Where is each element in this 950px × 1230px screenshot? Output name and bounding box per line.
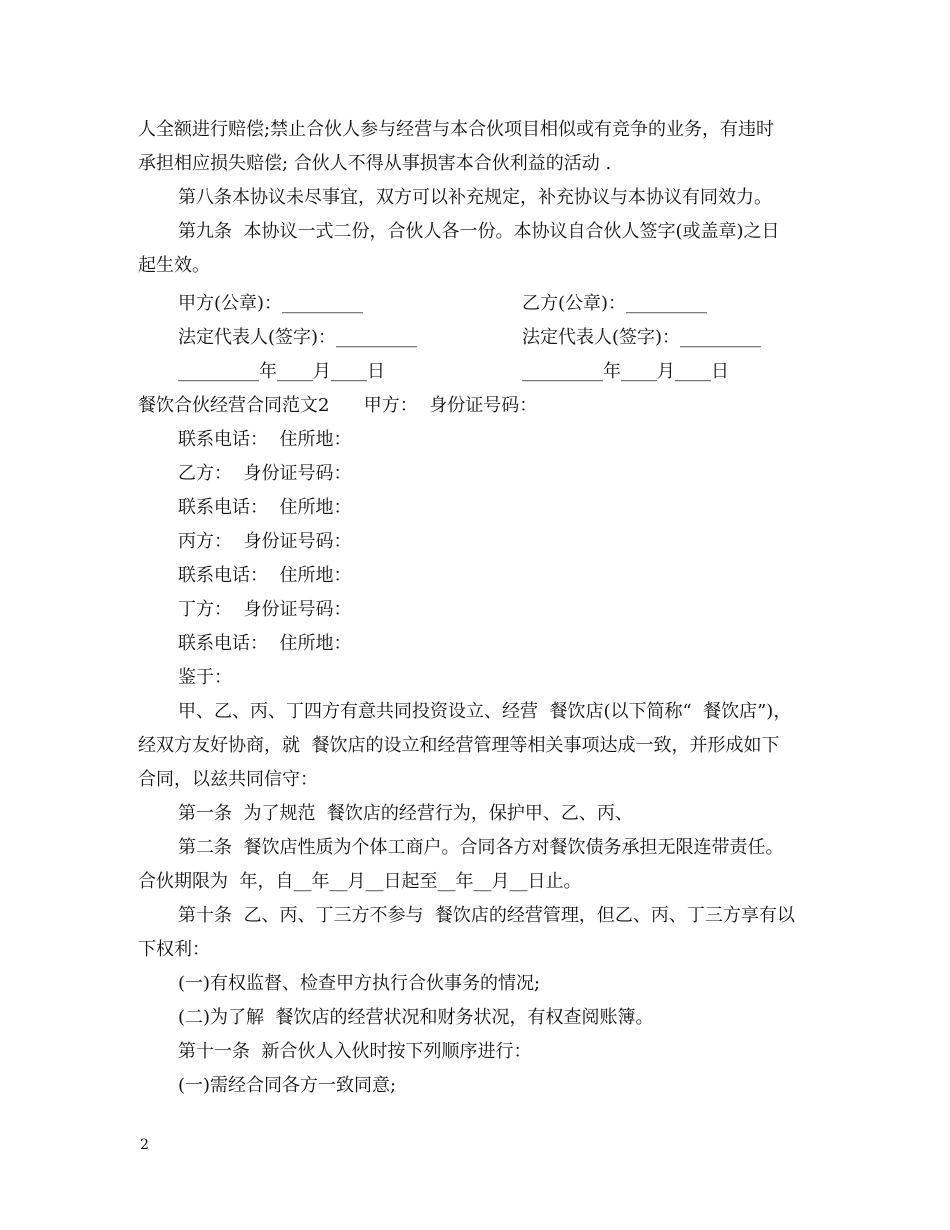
- article-1: 第一条 为了规范 餐饮店的经营行为，保护甲、乙、丙、: [178, 803, 633, 824]
- party-line: 丁方： 身份证号码：: [178, 599, 352, 620]
- text-line: 承担相应损失赔偿; 合伙人不得从事损害本合伙利益的活动 .: [138, 153, 612, 174]
- party-line: 乙方： 身份证号码：: [178, 463, 352, 484]
- text-line: 甲、乙、丙、丁四方有意共同投资设立、经营 餐饮店(以下简称“ 餐饮店”)，: [178, 701, 792, 722]
- party-b-seal: 乙方(公章)：_________: [522, 293, 708, 314]
- party-a-seal: 甲方(公章)：_________: [178, 293, 364, 314]
- list-item: (一)需经合同各方一致同意;: [178, 1075, 397, 1096]
- contact-line: 联系电话： 住所地：: [178, 633, 352, 654]
- party-a-representative: 法定代表人(签字)：_________: [178, 327, 418, 348]
- list-item: (一)有权监督、检查甲方执行合伙事务的情况;: [178, 973, 541, 994]
- text-line: 下权利：: [138, 939, 210, 960]
- article-9: 第九条 本协议一式二份，合伙人各一份。本协议自合伙人签字(或盖章)之日: [178, 221, 780, 242]
- text-line: 经双方友好协商，就 餐饮店的设立和经营管理等相关事项达成一致，并形成如下: [138, 735, 780, 756]
- text-line: 合同，以兹共同信守：: [138, 769, 318, 790]
- whereas-label: 鉴于：: [178, 667, 232, 688]
- article-11: 第十一条 新合伙人入伙时按下列顺序进行：: [178, 1041, 532, 1062]
- article-8: 第八条本协议未尽事宜，双方可以补充规定，补充协议与本协议有同效力。: [178, 187, 772, 208]
- text-line: 起生效。: [138, 255, 210, 276]
- article-2: 第二条 餐饮店性质为个体工商户。合同各方对餐饮债务承担无限连带责任。: [178, 837, 784, 858]
- contract-2-heading: 餐饮合伙经营合同范文2 甲方： 身份证号码：: [138, 395, 538, 416]
- contact-line: 联系电话： 住所地：: [178, 497, 352, 518]
- party-b-representative: 法定代表人(签字)：_________: [522, 327, 762, 348]
- party-line: 丙方： 身份证号码：: [178, 531, 352, 552]
- page-number: 2: [140, 1137, 149, 1153]
- party-a-date: _________年____月____日: [178, 361, 385, 382]
- contact-line: 联系电话： 住所地：: [178, 429, 352, 450]
- article-10: 第十条 乙、丙、丁三方不参与 餐饮店的经营管理，但乙、丙、丁三方享有以: [178, 905, 795, 926]
- contact-line: 联系电话： 住所地：: [178, 565, 352, 586]
- text-line: 人全额进行赔偿;禁止合伙人参与经营与本合伙项目相似或有竞争的业务，有违时: [138, 119, 775, 140]
- party-b-date: _________年____月____日: [522, 361, 729, 382]
- list-item: (二)为了解 餐饮店的经营状况和财务状况，有权查阅账簿。: [178, 1007, 654, 1028]
- text-line: 合伙期限为 年，自__年__月__日起至__年__月__日止。: [138, 871, 582, 892]
